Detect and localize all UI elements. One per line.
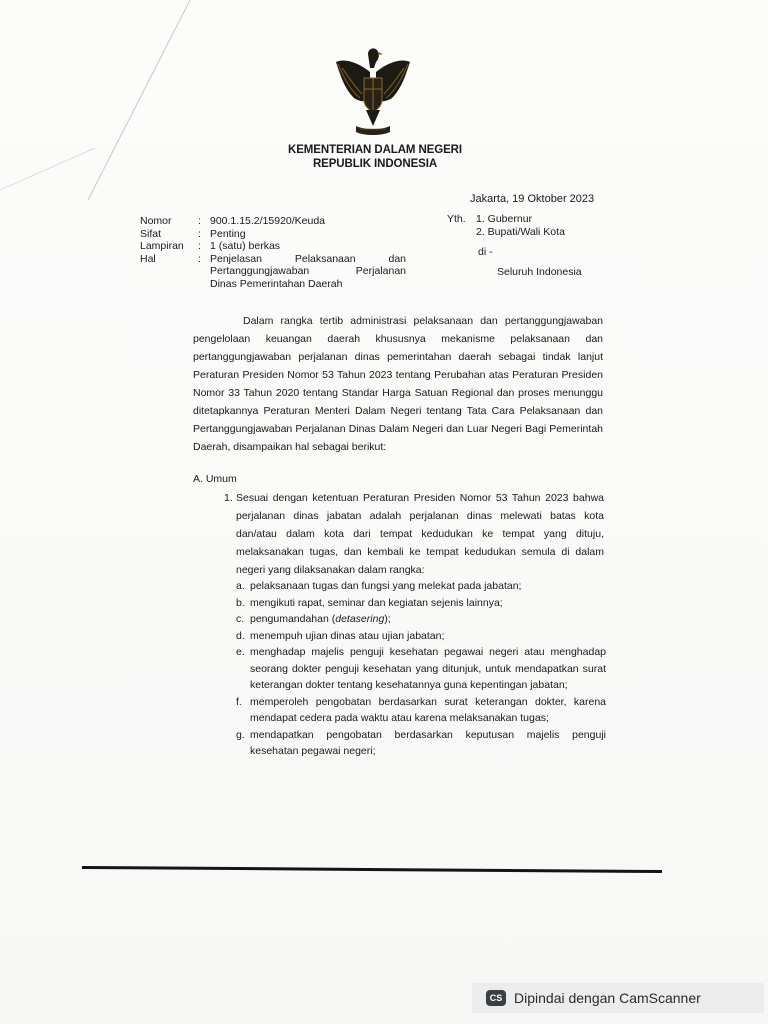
sub-item-c: [236, 611, 606, 628]
colon: :: [198, 252, 201, 265]
item-text: Sesuai dengan ketentuan Peraturan Presiden Nomor 53 Tahun 2023 bahwa perjalanan dinas jabatan adalah perjalanan dinas melewati batas kota dan/atau dalam kota dari tempat kedudukan ke tempat yang dituju, melaksanakan tugas, dan kembali ke tempat kedudukan semula di dalam negeri yang dilaksanakan dalam rangka:: [236, 492, 604, 576]
yth-label: Yth.: [447, 213, 466, 225]
item-number: 1.: [224, 492, 233, 504]
hal-label: Hal: [140, 252, 156, 265]
sub-item-f: [236, 694, 606, 727]
sub-item-e: [236, 644, 606, 694]
sifat-value: Penting: [210, 227, 246, 240]
meta-row-hal: [140, 253, 410, 291]
addressee-governor: 1. Gubernur: [476, 213, 533, 225]
lampiran-label: Lampiran: [140, 240, 184, 252]
sub-item-b: [236, 595, 606, 612]
sub-text: pelaksanaan tugas dan fungsi yang melekat pada jabatan;: [250, 580, 522, 592]
ministry-header: [230, 143, 520, 171]
addressee-regent: 2. Bupati/Wali Kota: [476, 225, 565, 238]
sub-letter: d.: [236, 629, 245, 642]
colon: :: [198, 215, 201, 227]
nomor-value: 900.1.15.2/15920/Keuda: [210, 215, 326, 227]
section-heading: A. Umum: [193, 473, 237, 485]
camscanner-icon: CS: [486, 990, 506, 1006]
country-name: REPUBLIK INDONESIA: [312, 158, 438, 170]
hal-value: [210, 253, 410, 291]
colon: :: [198, 240, 201, 252]
meta-row-nomor: [140, 215, 410, 228]
sub-letter: a.: [236, 580, 245, 592]
meta-row-lampiran: [140, 240, 410, 253]
ministry-name: KEMENTERIAN DALAM NEGERI: [288, 144, 462, 156]
camscanner-badge: [472, 983, 764, 1013]
sub-item-g: [236, 727, 606, 760]
hal-value-line: Penjelasan Pelaksanaan dan Pertanggungjawaban Perjalanan: [210, 252, 406, 277]
sub-item-d: [236, 628, 606, 645]
meta-row-sifat: [140, 228, 410, 241]
letter-meta: [140, 215, 410, 290]
sub-letter: c.: [236, 613, 245, 625]
camscanner-label: Dipindai dengan CamScanner: [514, 990, 701, 1006]
sub-text: menghadap majelis penguji kesehatan pegawai negeri atau menghadap seorang dokter penguji kesehatan yang ditunjuk, untuk mendapatkan surat keterangan dokter tentang kesehatannya guna kepentingan jabatan;: [250, 646, 606, 691]
sub-text: menempuh ujian dinas atau ujian jabatan;: [250, 629, 445, 642]
lampiran-value: 1 (satu) berkas: [210, 240, 281, 252]
intro-paragraph: Dalam rangka tertib administrasi pelaksanaan dan pertanggungjawaban pengelolaan keuangan daerah khususnya mekanisme pelaksanaan dan pertanggungjawaban perjalanan dinas pemerintahan daerah sebagai tindak lanjut Peraturan Presiden Nomor 53 Tahun 2023 tentang Perubahan atas Peraturan Presiden Nomor 33 Tahun 2020 tentang Standar Harga Satuan Regional dan proses menunggu ditetapkannya Peraturan Menteri Dalam Negeri tentang Tata Cara Pelaksanaan dan Pertanggungjawaban Perjalanan Dinas Dalam Negeri dan Luar Negeri Bagi Pemerintah Daerah, disampaikan hal sebagai berikut:: [193, 315, 603, 453]
sub-letter: g.: [236, 728, 245, 741]
addressee-list: [476, 213, 565, 238]
di-label: di -: [478, 246, 493, 258]
colon: :: [198, 227, 201, 240]
addressee-place: Seluruh Indonesia: [497, 266, 582, 278]
sub-text: mengikuti rapat, seminar dan kegiatan sejenis lainnya;: [250, 596, 503, 609]
sub-letter: f.: [236, 695, 242, 708]
garuda-emblem-icon: [330, 42, 416, 140]
sifat-label: Sifat: [140, 227, 162, 240]
sub-list: [236, 578, 606, 760]
sub-text: memperoleh pengobatan berdasarkan surat keterangan dokter, karena mendapat cedera pada waktu atau karena melaksanakan tugas;: [250, 695, 606, 724]
hal-value-line: Dinas Pemerintahan Daerah: [210, 277, 343, 290]
sub-letter: b.: [236, 596, 245, 609]
addressee-row: [447, 213, 565, 238]
list-item-1: [224, 489, 604, 579]
sub-letter: e.: [236, 646, 245, 658]
sub-text: pengumandahan (detasering);: [250, 613, 391, 625]
sub-text: mendapatkan pengobatan berdasarkan keputusan majelis penguji kesehatan pegawai negeri;: [250, 728, 606, 757]
sub-item-a: [236, 578, 606, 595]
page-divider: [82, 866, 662, 873]
nomor-label: Nomor: [140, 215, 172, 227]
letter-date: Jakarta, 19 Oktober 2023: [470, 193, 595, 205]
addressee: [447, 213, 565, 238]
